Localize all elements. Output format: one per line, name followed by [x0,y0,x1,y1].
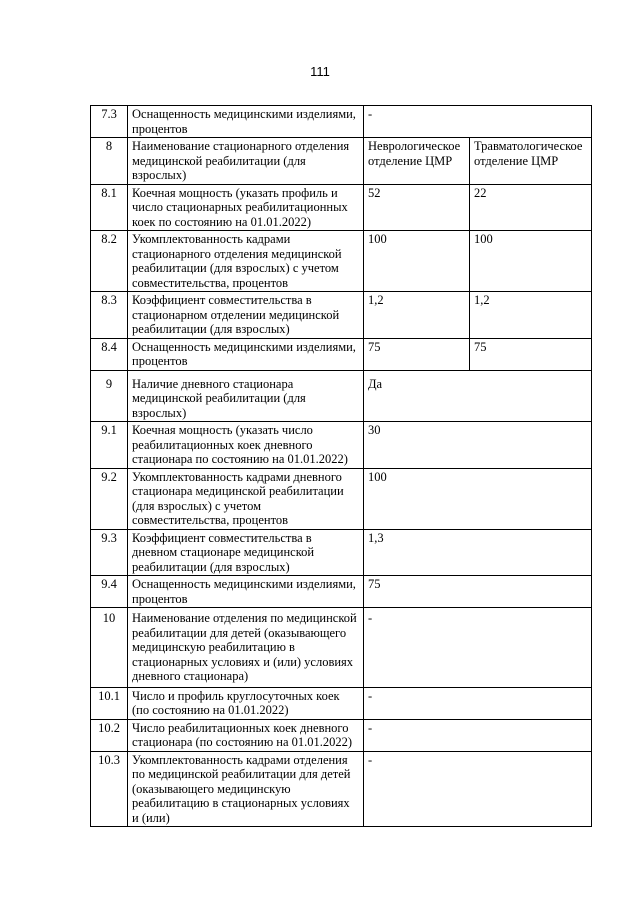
row-value-2: Травматологическое отделение ЦМР [470,138,592,185]
row-label: Укомплектованность кадрами отделения по медицинской реабилитации для детей (оказывающего медицинскую реабилитацию в стационарных условиях и (или) [128,751,364,827]
row-number: 10.1 [91,687,128,719]
row-value: 1,3 [364,529,592,576]
row-value: - [364,608,592,688]
row-number: 8.1 [91,184,128,231]
row-number: 10.3 [91,751,128,827]
row-label: Число реабилитационных коек дневного стационара (по состоянию на 01.01.2022) [128,719,364,751]
row-value: 75 [364,338,470,370]
row-value: - [364,687,592,719]
row-label: Коечная мощность (указать число реабилитационных коек дневного стационара по состоянию на 01.01.2022) [128,422,364,469]
table-row [91,292,592,339]
table-row [91,231,592,292]
table-row [91,751,592,827]
report-table [90,105,592,827]
row-value-2: 1,2 [470,292,592,339]
row-number: 7.3 [91,106,128,138]
row-number: 8.4 [91,338,128,370]
row-label: Коэффициент совместительства в стационарном отделении медицинской реабилитации (для взрослых) [128,292,364,339]
row-number: 9.2 [91,468,128,529]
row-label: Укомплектованность кадрами дневного стационара медицинской реабилитации (для взрослых) с учетом совместительства, процентов [128,468,364,529]
table-row [91,468,592,529]
table-row [91,608,592,688]
row-number: 8.3 [91,292,128,339]
table-row [91,106,592,138]
table-row [91,529,592,576]
row-value: 75 [364,576,592,608]
table-row [91,719,592,751]
row-value: 52 [364,184,470,231]
table-row [91,370,592,422]
row-label: Коэффициент совместительства в дневном стационаре медицинской реабилитации (для взрослых) [128,529,364,576]
row-label: Наименование отделения по медицинской реабилитации для детей (оказывающего медицинскую реабилитацию в стационарных условиях и (или) условиях дневного стационара) [128,608,364,688]
row-value: - [364,719,592,751]
row-value-2: 22 [470,184,592,231]
row-number: 10 [91,608,128,688]
row-value-2: 75 [470,338,592,370]
row-value-2: 100 [470,231,592,292]
row-number: 9.3 [91,529,128,576]
row-value: Неврологическое отделение ЦМР [364,138,470,185]
row-number: 8 [91,138,128,185]
row-label: Наименование стационарного отделения медицинской реабилитации (для взрослых) [128,138,364,185]
row-label: Оснащенность медицинскими изделиями, процентов [128,106,364,138]
table-row [91,422,592,469]
row-number: 9 [91,370,128,422]
row-label: Наличие дневного стационара медицинской реабилитации (для взрослых) [128,370,364,422]
row-number: 9.4 [91,576,128,608]
table-row [91,138,592,185]
table-row [91,687,592,719]
row-number: 9.1 [91,422,128,469]
table-row [91,184,592,231]
row-value: Да [364,370,592,422]
row-value: - [364,751,592,827]
table-row [91,338,592,370]
row-number: 10.2 [91,719,128,751]
row-label: Число и профиль круглосуточных коек (по состоянию на 01.01.2022) [128,687,364,719]
row-label: Укомплектованность кадрами стационарного отделения медицинской реабилитации (для взрослых) с учетом совместительства, процентов [128,231,364,292]
row-label: Оснащенность медицинскими изделиями, процентов [128,576,364,608]
row-number: 8.2 [91,231,128,292]
row-value: 100 [364,468,592,529]
row-value: 1,2 [364,292,470,339]
row-label: Коечная мощность (указать профиль и число стационарных реабилитационных коек по состоянию на 01.01.2022) [128,184,364,231]
row-label: Оснащенность медицинскими изделиями, процентов [128,338,364,370]
page-number: 111 [310,64,330,79]
table-row [91,576,592,608]
row-value: - [364,106,592,138]
row-value: 30 [364,422,592,469]
row-value: 100 [364,231,470,292]
